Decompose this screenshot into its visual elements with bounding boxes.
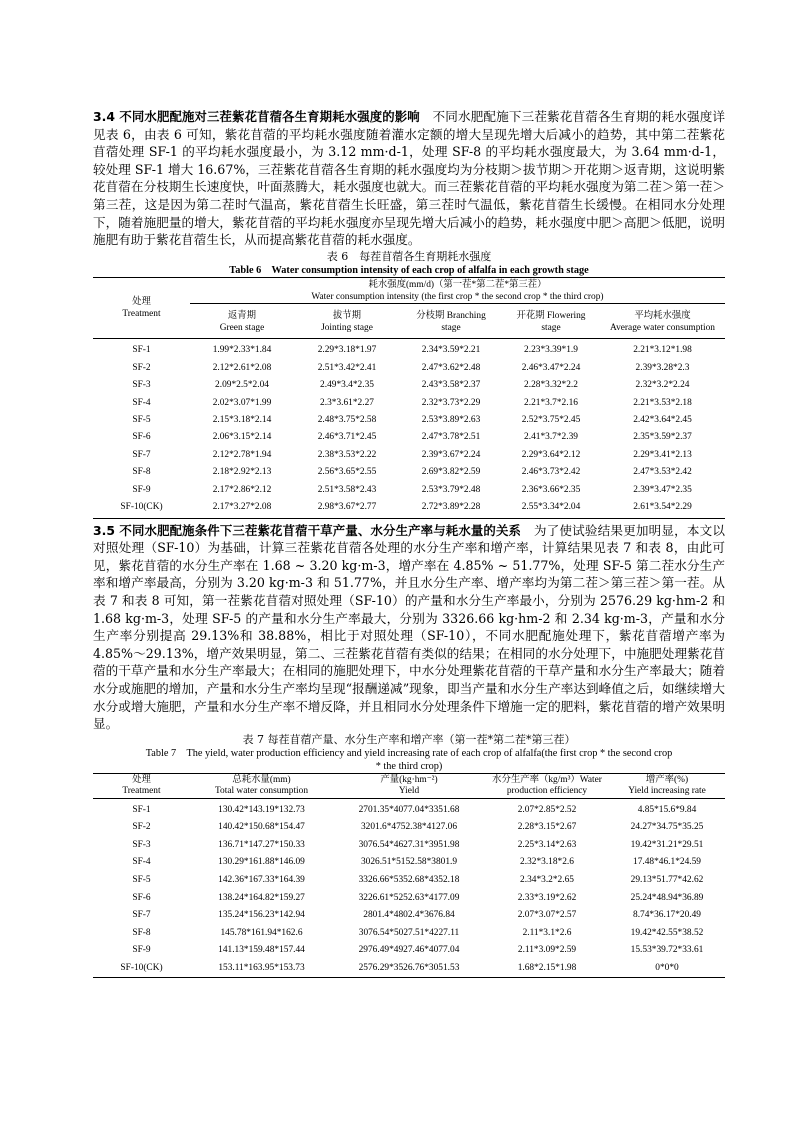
page-content [93,108,725,978]
table7-cell: SF-8 [132,927,151,938]
table7-cell: 19.42*31.21*29.51 [630,839,704,850]
table7-cell: SF-3 [132,839,151,850]
table7-cell: 3201.6*4752.38*4127.06 [360,822,458,833]
table6-cell: 2.52*3.75*2.45 [521,415,581,425]
table7-caption-en-1: Table 7 The yield, water production efficiency and yield increasing rate of each crop of alfalfa(the first crop * the second crop [145,747,673,759]
table7-row [93,798,725,818]
table6-cell: 2.3*3.61*2.27 [320,397,374,408]
table7-cell: 141.13*159.48*157.44 [218,945,305,956]
table6-cell: 2.36*3.66*2.35 [521,484,581,495]
table6-treatment-header [93,277,190,338]
table6-col-header-en: Green stage [219,322,265,333]
table6-cell: 2.21*3.7*2.16 [524,397,578,408]
table7-cell: 2976.49*4927.46*4077.04 [358,945,460,956]
table6-span-header [190,277,725,303]
table7-row [93,836,725,854]
table6-cell: 2.17*3.27*2.08 [190,498,294,518]
table6-cell: 2.29*3.18*1.97 [294,338,400,359]
table6-cell: 2.12*2.61*2.08 [212,362,272,373]
table6-cell: 2.29*3.41*2.13 [633,449,692,460]
table7-col-header-en: production efficiency [506,785,588,796]
table6-cell: 2.23*3.39*1.9 [502,338,600,359]
table6-col-header-cn: 平均耗水强度 [634,310,691,321]
table6-cell: 2.32*3.73*2.29 [421,397,481,408]
table6-row [93,481,725,498]
table7-cell: 8.74*36.17*20.49 [633,910,701,921]
table6-cell: 2.43*3.58*2.37 [421,380,481,391]
table6-col-header-cn: 拔节期 [332,310,362,321]
table7-cell: 153.11*163.95*153.73 [190,959,333,977]
table7-cell: 29.13*51.77*42.62 [630,874,704,885]
table7-caption-cn: 表 7 每茬苜蓿产量、水分生产率和增产率（第一茬*第二茬*第三茬） [242,732,576,746]
table7-col-header [485,773,609,798]
table6-treatment-en: Treatment [122,309,161,320]
table6-col-header [190,303,294,338]
table7-col-header-en: Treatment [122,785,161,796]
table6-cell: 2.47*3.78*2.51 [421,432,481,443]
table6-cell: 2.32*3.2*2.24 [635,380,690,391]
table6-cell: SF-6 [132,432,151,443]
table7-cell: 0*0*0 [609,959,725,977]
table6-cell: 2.98*3.67*2.77 [294,498,400,518]
table6-span-cn: 耗水强度(mm/d)（第一茬*第二茬*第三茬） [368,279,547,290]
table7-cell: 19.42*42.55*38.52 [630,927,704,938]
table7-col-header [93,773,190,798]
table7-cell: 138.24*164.82*159.27 [218,892,305,903]
table6-cell: SF-10(CK) [93,498,190,518]
section-3-5-heading: 3.5 不同水肥配施条件下三茬紫花苜蓿干草产量、水分生产率与耗水量的关系 [93,522,522,538]
table6-cell: 2.39*3.28*2.3 [635,362,690,373]
table7-row [93,906,725,924]
table7-col-header-cn: 处理 [132,774,151,785]
table6-cell: 2.38*3.53*2.22 [317,449,377,460]
table7-cell: 2.34*3.2*2.65 [520,874,574,885]
table6-cell: SF-8 [132,467,151,478]
table7-cell: 3326.66*5352.68*4352.18 [358,874,460,885]
table7-col-header [609,773,725,798]
table7-cell: SF-5 [132,874,151,885]
table6-cell: 2.46*3.73*2.42 [521,467,581,478]
table7-cell: 130.42*143.19*132.73 [218,804,305,815]
table6-col-header-en: Jointing stage [321,322,373,333]
table7-cell: 2801.4*4802.4*3676.84 [363,910,455,921]
table7-cell: 4.85*15.6*9.84 [637,804,697,815]
table7-col-header-cn: 产量(kg·hm⁻²) [380,774,438,785]
table6-cell: SF-3 [132,380,151,391]
table7-cell: 2.33*3.19*2.62 [517,892,577,903]
table7-caption-en-2: * the third crop) [375,760,443,772]
table6-cell: 2.21*3.53*2.18 [633,397,692,408]
table6-cell: 2.39*3.47*2.35 [633,484,692,495]
table7-cell: SF-6 [132,892,151,903]
table7-row [93,924,725,942]
table7 [93,773,725,978]
table6-caption-cn: 表 6 每茬苜蓿各生育期耗水强度 [326,249,492,263]
table6-cell: 2.56*3.65*2.55 [317,467,377,478]
table7-cell: 2.07*3.07*2.57 [517,910,577,921]
table7-row [93,959,725,977]
table7-cell: 2.25*3.14*2.63 [517,839,577,850]
table6-cell: 2.42*3.64*2.45 [633,415,692,425]
table7-row [93,871,725,889]
table6-col-header [294,303,400,338]
table6-cell: 2.18*2.92*2.13 [212,467,272,478]
table7-cell: 2.11*3.1*2.6 [522,927,572,938]
table7-cell: 2.11*3.09*2.59 [517,945,577,956]
section-3-5-body: 为了使试验结果更加明显，本文以对照处理（SF-10）为基础，计算三茬紫花苜蓿各处理的水分生产率和增产率，计算结果见表 7 和表 8，由此可见，紫花苜蓿的水分生产率在 1.68 ~ 3.20 kg·m-3，增产率在 4.85% ~ 51.77%，处理 SF-5 第二茬水分生产率和增产率最高，分别为 3.20 kg·m-3 和 51.77%，并且水分生产率、增产率均为第二茬＞第三茬＞第一茬。从表 7 和表 8 可知，第一茬紫花苜蓿对照处理（SF-10）的产量和水分生产率最小，分别为 2576.29 kg·hm-2 和 1.68 kg·m-3，处理 SF-5 的产量和水分生产率最大，分别为 3326.66 kg·hm-2 和 2.34 kg·m-3，产量和水分生产率分别提高 29.13%和 38.88%，相比于对照处理（SF-10），不同水肥配施处理下，紫花苜蓿增产率为 4.85%～29.13%，增产效果明显，第二、三茬紫花苜蓿有类似的结果；在相同的水分处理下，中施肥处理紫花苜蓿的干草产量和水分生产率最大；在相同的施肥处理下，中水分处理紫花苜蓿的干草产量和水分生产率最大；随着水分或施肥的增加，产量和水分生产率均呈现“报酬递减”现象，即当产量和水分生产率达到峰值之后，如继续增大水分或增大施肥，产量和水分生产率不增反降，并且相同水分处理条件下增施一定的肥料，紫花苜蓿的增产效果明显。 [93,522,726,732]
table7-cell: 3026.51*5152.58*3801.9 [360,857,458,868]
table7-col-header-cn: 水分生产率（kg/m³）Water [492,774,602,785]
table7-cell: 25.24*48.94*36.89 [630,892,704,903]
table7-col-header-cn: 增产率(%) [645,774,689,785]
table6-cell: SF-1 [93,338,190,359]
table7-col-header-en: Yield increasing rate [628,785,706,796]
section-3-4-body: 不同水肥配施下三茬紫花苜蓿各生育期的耗水强度详见表 6，由表 6 可知，紫花苜蓿的平均耗水强度随着灌水定额的增大呈现先增大后减小的趋势，其中第二茬紫花苜蓿处理 SF-1 的平均耗水强度最小，为 3.12 mm·d-1，处理 SF-8 的平均耗水强度最大，为 3.64 mm·d-1，较处理 SF-1 增大 16.67%，三茬紫花苜蓿各生育期的耗水强度均为分枝期＞拔节期＞开花期＞返青期，这说明紫花苜蓿在分枝期生长速度快，叶面蒸腾大，耗水强度也就大。而三茬紫花苜蓿的平均耗水强度为第二茬＞第一茬＞第三茬，这是因为第二茬时气温高，紫花苜蓿生长旺盛，第三茬时气温低，紫花苜蓿生长缓慢。在相同水分处理下，随着施肥量的增大，紫花苜蓿的平均耗水强度亦呈现先增大后减小的趋势，耗水强度中肥＞高肥＞低肥，说明施肥有助于紫花苜蓿生长，从而提高紫花苜蓿的耗水强度。 [93,109,726,248]
table7-cell: 24.27*34.75*35.25 [630,822,704,833]
table7-cell: SF-7 [132,910,151,921]
table6-cell: 2.21*3.12*1.98 [600,338,725,359]
table6-row [93,394,725,411]
table6-cell: SF-4 [132,397,151,408]
table7-cell: 136.71*147.27*150.33 [218,839,305,850]
table6-cell: 2.55*3.34*2.04 [502,498,600,518]
section-3-4-heading: 3.4 不同水肥配施对三茬紫花苜蓿各生育期耗水强度的影响 [93,109,420,124]
table7-cell: 3076.54*5027.51*4227.11 [358,927,460,938]
table6 [93,277,725,519]
table7-cell: 140.42*150.68*154.47 [218,822,305,833]
table7-row [93,889,725,907]
table6-row [93,411,725,428]
table7-cell: 15.53*39.72*33.61 [630,945,704,956]
table6-cell: 2.35*3.59*2.37 [633,432,692,443]
table6-cell: 2.34*3.59*2.21 [400,338,502,359]
table7-col-header [333,773,485,798]
table6-row [93,498,725,518]
table6-cell: 2.28*3.32*2.2 [524,380,578,391]
table6-col-header-cn: 分枝期 Branching [416,310,486,321]
table6-row [93,429,725,446]
table7-cell: SF-9 [132,945,151,956]
table6-cell: 2.46*3.47*2.24 [521,362,581,373]
table6-cell: 2.17*2.86*2.12 [212,484,272,495]
table6-cell: SF-2 [132,362,151,373]
table6-treatment-cn: 处理 [132,297,151,308]
table6-col-header-cn: 返青期 [227,310,257,321]
table7-cell: SF-10(CK) [93,959,190,977]
table7-cell: 1.68*2.15*1.98 [485,959,609,977]
table7-col-header [190,773,333,798]
table6-cell: 1.99*2.33*1.84 [190,338,294,359]
table7-cell: 2.32*3.18*2.6 [520,857,574,868]
table6-caption-en: Table 6 Water consumption intensity of each crop of alfalfa in each growth stage [229,264,589,276]
table6-cell: 2.69*3.82*2.59 [421,467,481,478]
table6-cell: 2.06*3.15*2.14 [212,432,272,443]
table6-row [93,446,725,463]
table7-cell: SF-4 [132,857,151,868]
table6-row [93,359,725,376]
table6-cell: 2.48*3.75*2.58 [317,415,377,425]
table6-cell: 2.51*3.42*2.41 [317,362,377,373]
table7-cell: 135.24*156.23*142.94 [218,910,305,921]
table6-cell: 2.49*3.4*2.35 [320,380,374,391]
table7-row [93,942,725,960]
table6-cell: 2.09*2.5*2.04 [215,380,269,391]
table6-cell: 2.15*3.18*2.14 [212,415,272,425]
table6-cell: SF-5 [132,415,151,425]
table7-cell: 3226.61*5252.63*4177.09 [358,892,460,903]
table6-col-header [600,303,725,338]
table7-cell: 142.36*167.33*164.39 [218,874,305,885]
table6-cell: 2.39*3.67*2.24 [421,449,481,460]
table7-col-header-en: Yield [398,785,420,796]
table7-col-header-cn: 总耗水量(mm) [232,774,291,785]
table7-row [93,854,725,872]
table6-cell: 2.29*3.64*2.12 [521,449,581,460]
table6-cell: 2.72*3.89*2.28 [400,498,502,518]
table6-row [93,338,725,359]
section-3-5-paragraph [93,522,725,733]
table6-col-header-en: stage [441,322,461,333]
table7-cell: 2.07*2.85*2.52 [517,804,577,815]
table6-cell: 2.41*3.7*2.39 [524,432,578,443]
table6-cell: 2.02*3.07*1.99 [212,397,272,408]
table6-cell: 2.61*3.54*2.29 [600,498,725,518]
table6-cell: 2.51*3.58*2.43 [317,484,377,495]
table7-cell: 2701.35*4077.04*3351.68 [358,804,460,815]
table6-cell: 2.53*3.79*2.48 [421,484,481,495]
table7-cell: 3076.54*4627.31*3951.98 [358,839,460,850]
table6-row [93,377,725,394]
table6-cell: SF-9 [132,484,151,495]
table6-span-en: Water consumption intensity (the first crop * the second crop * the third crop) [311,291,604,302]
table7-row [93,818,725,836]
table7-cell: 17.48*46.1*24.59 [633,857,701,868]
table6-cell: 2.47*3.62*2.48 [421,362,481,373]
table7-cell: 130.29*161.88*146.09 [218,857,305,868]
table7-col-header-en: Total water consumption [214,785,309,796]
table6-row [93,463,725,480]
table7-cell: SF-1 [132,804,151,815]
table6-col-header [400,303,502,338]
table6-cell: 2.47*3.53*2.42 [633,467,692,478]
table6-cell: 2.53*3.89*2.63 [421,415,481,425]
table6-cell: 2.46*3.71*2.45 [317,432,377,443]
table6-cell: SF-7 [132,449,151,460]
table6-col-header-en: stage [541,322,561,333]
table7-cell: 145.78*161.94*162.6 [220,927,303,938]
table7-cell: SF-2 [132,822,151,833]
table6-col-header-en: Average water consumption [610,322,715,333]
table7-cell: 2.28*3.15*2.67 [517,822,577,833]
section-3-4-paragraph [93,108,725,249]
table6-col-header [502,303,600,338]
table6-col-header-cn: 开花期 Flowering [516,310,586,321]
table7-cell: 2576.29*3526.76*3051.53 [333,959,485,977]
table6-cell: 2.12*2.78*1.94 [212,449,272,460]
